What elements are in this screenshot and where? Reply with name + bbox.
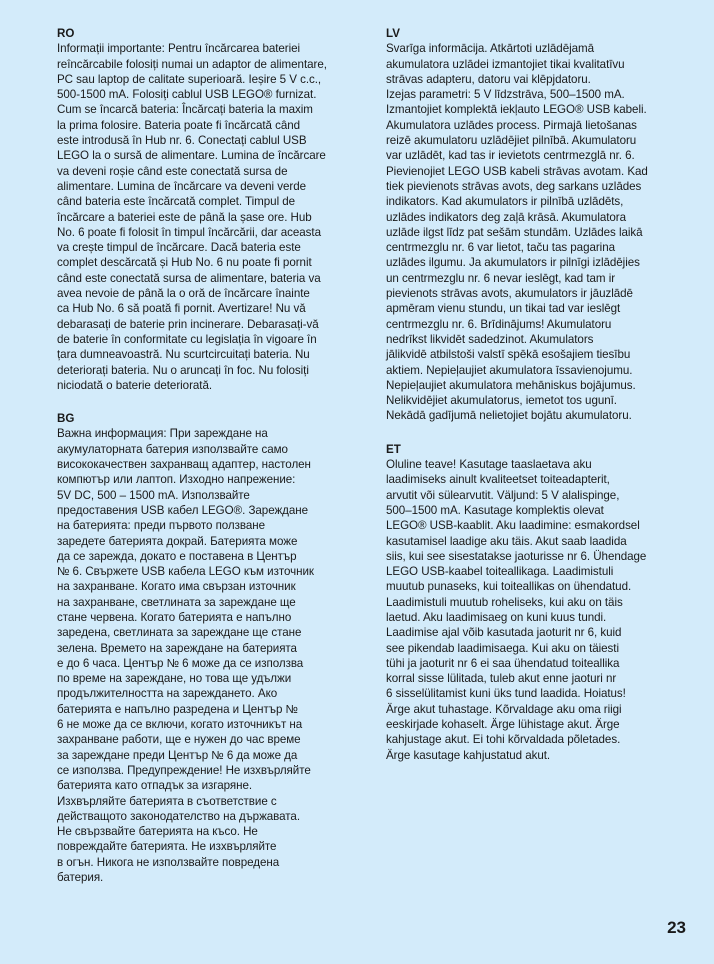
text-line: No. 6 poate fi folosit în timpul încărcării, dar aceasta (57, 225, 321, 239)
text-line: Nepieļaujiet akumulatora mehāniskus bojājumus. (386, 378, 636, 392)
text-line: Важна информация: При зареждане на (57, 427, 268, 441)
text-line: LEGO® USB-kaablit. Aku laadimine: esmakordsel (386, 519, 640, 533)
text-line: 6 sisselülitamist kuni üks tund laadida. Hoiatus! (386, 687, 626, 701)
text-line: laetud. Aku laadimisaeg on kuni kuus tundi. (386, 610, 607, 624)
text-line: indikators. Kad akumulators ir pilnībā uzlādēts, (386, 195, 624, 209)
text-line: va deveni roșie când este conectată sursa de (57, 164, 288, 178)
text-line: Nelikvidējiet akumulatorus, iemetot tos ugunī. (386, 394, 617, 408)
text-line: korral sisse lülitada, tuleb akut enne jaoturi nr (386, 672, 617, 686)
text-line: Akumulatora uzlādes process. Pirmajā lietošanas (386, 118, 637, 132)
text-line: uzlādes ilgumu. Ja akumulators ir pilnīgi izlādējies (386, 256, 640, 270)
text-line: Ärge akut tuhastage. Kõrvaldage aku oma riigi (386, 702, 622, 716)
text-line: ca Hub No. 6 să poată fi pornit. Avertizare! Nu vă (57, 302, 306, 316)
text-line: aktiem. Nepieļaujiet akumulatora īssavienojumu. (386, 363, 633, 377)
text-line: Izmantojiet komplektā iekļauto LEGO® USB kabeli. (386, 103, 647, 117)
text-line: la prima folosire. Bateria poate fi încărcată când (57, 118, 301, 132)
text-line: niciodată o baterie deteriorată. (57, 378, 213, 392)
text-line: arvutit või sülearvutit. Väljund: 5 V alalispinge, (386, 488, 620, 502)
text-line: siis, kui see sisestatakse jaoturisse nr 6. Ühendage (386, 549, 647, 563)
text-line: var uzlādēt, kad tas ir ievietots centrmezglā nr. 6. (386, 149, 635, 163)
section-body (386, 457, 702, 763)
text-line: pievienots strāvas avots, akumulators ir jāuzlādē (386, 287, 633, 301)
text-line: заредена, светлината за зареждане ще стане (57, 626, 302, 640)
section-body (386, 41, 702, 423)
text-line: Изхвърляйте батерията в съответствие с (57, 794, 277, 808)
text-line: uzlādes indikators deg zaļā krāsā. Akumulatora (386, 210, 627, 224)
right-column (386, 26, 702, 781)
text-line: 500–1500 mA. Kasutage komplektis olevat (386, 503, 604, 517)
text-line: când bateria este încărcată complet. Timpul de (57, 195, 296, 209)
text-line: kasutamisel laadige aku täis. Akut saab laadida (386, 534, 627, 548)
text-line: повреждайте батерията. Не изхвърляйте (57, 840, 277, 854)
text-line: apmēram vienu stundu, un tikai tad var ieslēgt (386, 302, 621, 316)
language-code-heading: ET (386, 442, 401, 456)
text-line: centrmezglu nr. 6 var lietot, taču tas pagarina (386, 241, 616, 255)
text-line: alimentare. Lumina de încărcare va deveni verde (57, 179, 306, 193)
text-line: предоставения USB кабел LEGO®. Зареждане (57, 503, 309, 517)
text-line: Oluline teave! Kasutage taaslaetava aku (386, 458, 592, 472)
text-line: зелена. Времето на зареждане на батерията (57, 641, 297, 655)
text-line: țara dumneavoastră. Nu scurtcircuitați bateria. Nu (57, 348, 310, 362)
text-line: strāvas adapteru, datoru vai klēpjdatoru. (386, 72, 591, 86)
text-line: muutub punaseks, kui toiteallikas on ühendatud. (386, 580, 632, 594)
text-line: reîncărcabile folosiți numai un adaptor de alimentare, (57, 57, 327, 71)
text-line: deteriorați bateria. Nu o aruncați în foc. Nu folosiți (57, 363, 309, 377)
text-line: компютър или лаптоп. Изходно напрежение: (57, 473, 296, 487)
text-line: Informații importante: Pentru încărcarea bateriei (57, 42, 301, 56)
text-line: Ärge kasutage kahjustatud akut. (386, 748, 551, 762)
text-line: е до 6 часа. Център № 6 може да се използва (57, 656, 304, 670)
text-line: действащото законодателство на държавата. (57, 809, 301, 823)
text-line: захранване работи, ще е нужен до час време (57, 733, 301, 747)
text-line: complet descărcată și Hub No. 6 nu poate fi pornit (57, 256, 312, 270)
text-line: centrmezglu nr. 6. Brīdinājums! Akumulatoru (386, 317, 612, 331)
language-code-heading: LV (386, 27, 400, 40)
text-line: се използва. Предупреждение! Не изхвърляйте (57, 763, 311, 777)
text-line: 500-1500 mA. Folosiți cablul USB LEGO® furnizat. (57, 88, 317, 102)
text-line: uzlāde ilgst līdz pat sešām stundām. Uzlādes laikā (386, 225, 643, 239)
text-line: на батерията: преди първото ползване (57, 519, 266, 533)
text-line: продължителността на зареждането. Ако (57, 687, 278, 701)
text-line: debarasați de baterie prin incinerare. Debarasați-vă (57, 317, 319, 331)
text-line: за зареждане преди Център № 6 да може да (57, 748, 298, 762)
text-line: tiek pievienots strāvas avots, deg sarkans uzlādes (386, 179, 642, 193)
text-line: PC sau laptop de calitate superioară. Ieșire 5 V c.c., (57, 72, 322, 86)
text-line: akumulatora uzlādei izmantojiet tikai kvalitatīvu (386, 57, 625, 71)
text-line: avea nevoie de până la o oră de încărcare înainte (57, 287, 310, 301)
text-line: по време на зареждане, но това ще удължи (57, 672, 292, 686)
section-lv (386, 26, 702, 424)
text-line: Nekādā gadījumā nelietojiet bojātu akumulatoru. (386, 409, 632, 423)
text-line: на захранване, светлината за зареждане ще (57, 595, 296, 609)
text-line: заредете батерията докрай. Батерията може (57, 534, 298, 548)
text-line: в огън. Никога не използвайте повредена (57, 855, 280, 869)
text-line: батерията е напълно разредена и Център № (57, 702, 298, 716)
text-line: laadimiseks ainult kvaliteetset toiteadapterit, (386, 473, 610, 487)
left-column (57, 26, 357, 903)
text-line: reizē akumulatoru uzlādējiet pilnībā. Akumulatoru (386, 134, 637, 148)
text-line: este introdusă în Hub nr. 6. Conectați cablul USB (57, 134, 307, 148)
text-line: kahjustage akut. Ei tohi kõrvaldada põletades. (386, 733, 621, 747)
text-line: LEGO la o sursă de alimentare. Lumina de încărcare (57, 149, 326, 163)
section-bg (57, 411, 357, 885)
text-line: Не свързвайте батерията на късо. Не (57, 825, 258, 839)
text-line: eeskirjade kohaselt. Ärge lühistage akut. Ärge (386, 718, 620, 732)
section-et (386, 442, 702, 763)
text-line: на захранване. Когато има свързан източник (57, 580, 296, 594)
text-line: nedrīkst likvidēt sadedzinot. Akumulators (386, 332, 594, 346)
text-line: батерията като отпадък за изгаряне. (57, 779, 253, 793)
text-line: tühi ja jaoturit nr 6 ei saa ühendatud toiteallika (386, 656, 620, 670)
text-line: LEGO USB-kaabel toiteallikaga. Laadimistuli (386, 565, 614, 579)
text-line: Laadimise ajal võib kasutada jaoturit nr 6, kuid (386, 626, 622, 640)
text-line: de baterie în conformitate cu legislația în vigoare în (57, 332, 317, 346)
text-line: când este conectată sursa de alimentare, bateria va (57, 271, 321, 285)
text-line: va crește timpul de încărcare. Dacă bateria este (57, 241, 301, 255)
text-line: jālikvidē atbilstoši valstī spēkā esošajiem tiesību (386, 348, 631, 362)
text-line: 5V DC, 500 – 1500 mA. Използвайте (57, 488, 250, 502)
text-line: № 6. Свържете USB кабела LEGO към източник (57, 565, 314, 579)
language-code-heading: BG (57, 412, 75, 426)
text-line: Svarīga informācija. Atkārtoti uzlādējamā (386, 42, 595, 56)
text-line: Laadimistuli muutub roheliseks, kui aku on täis (386, 595, 623, 609)
text-line: акумулаторната батерия използвайте само (57, 442, 288, 456)
text-line: Pievienojiet LEGO USB kabeli strāvas avotam. Kad (386, 164, 648, 178)
text-line: see pikendab laadimisaega. Kui aku on täiesti (386, 641, 619, 655)
section-ro (57, 26, 357, 393)
text-line: да се зарежда, докато е поставена в Център (57, 549, 297, 563)
section-body (57, 426, 357, 885)
text-line: Cum se încarcă bateria: Încărcați bateria la maxim (57, 103, 313, 117)
text-line: Izejas parametri: 5 V līdzstrāva, 500–1500 mA. (386, 88, 625, 102)
text-line: încărcare a bateriei este de până la șase ore. Hub (57, 210, 312, 224)
text-line: un centrmezglu nr. 6 nevar ieslēgt, kad tam ir (386, 271, 616, 285)
section-body (57, 41, 357, 393)
text-line: висококачествен захранващ адаптер, настолен (57, 458, 311, 472)
text-line: батерия. (57, 871, 104, 885)
text-line: стане червена. Когато батерията е напълно (57, 610, 292, 624)
page-number: 23 (667, 918, 686, 937)
text-line: 6 не може да се включи, когато източникът на (57, 718, 303, 732)
language-code-heading: RO (57, 27, 75, 40)
